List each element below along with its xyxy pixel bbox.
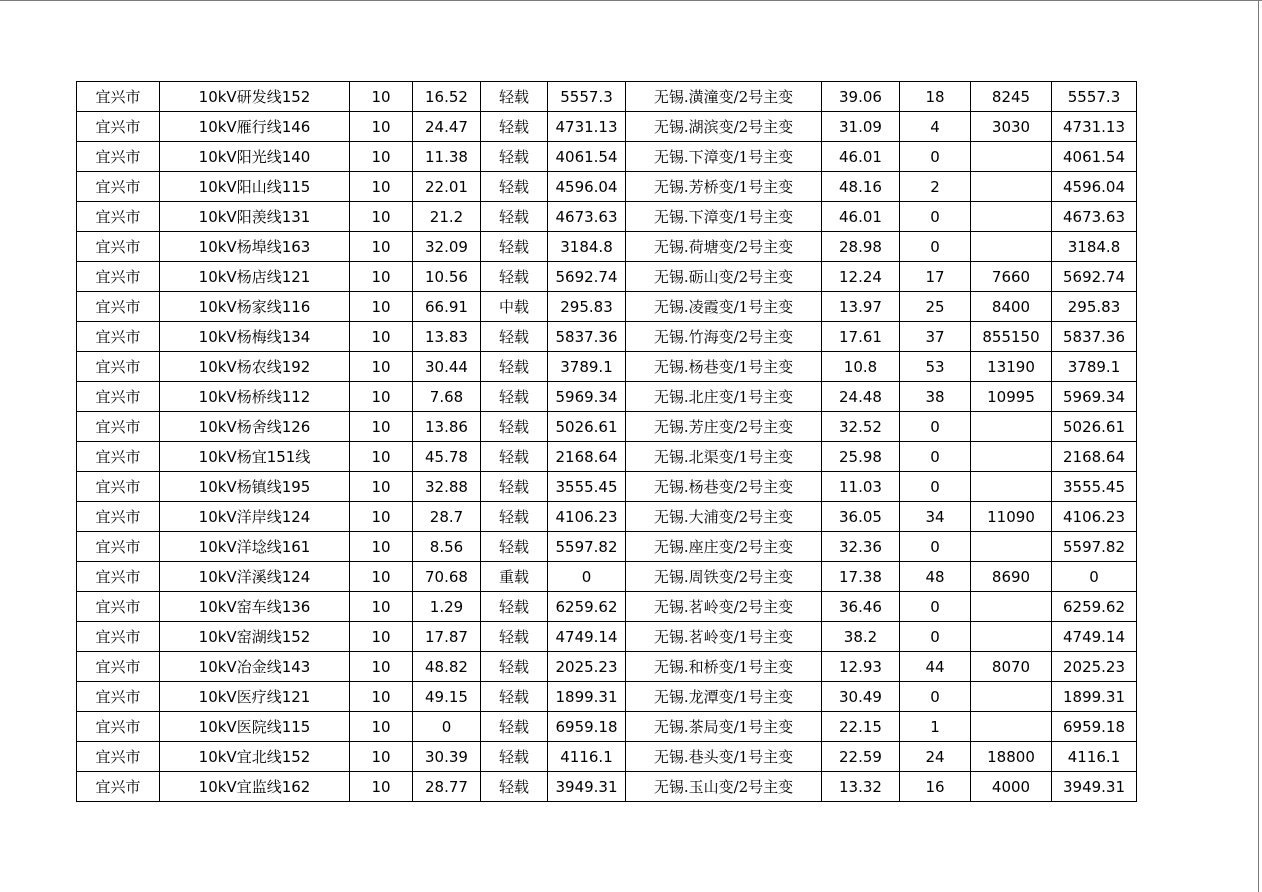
load-status-cell: 轻载	[481, 412, 548, 442]
table-row	[77, 712, 1137, 742]
city-cell: 宜兴市	[77, 292, 160, 322]
available-capacity-cell: 6959.18	[1052, 712, 1137, 742]
count-cell: 0	[900, 622, 971, 652]
count-cell: 37	[900, 322, 971, 352]
count-cell: 25	[900, 292, 971, 322]
amount-cell: 8400	[971, 292, 1052, 322]
table-row	[77, 322, 1137, 352]
load-rate-cell: 48.82	[413, 652, 481, 682]
amount-cell	[971, 712, 1052, 742]
load-rate-cell: 10.56	[413, 262, 481, 292]
available-capacity-cell: 1899.31	[1052, 682, 1137, 712]
transformer-rate-cell: 38.2	[822, 622, 900, 652]
load-status-cell: 轻载	[481, 532, 548, 562]
amount-cell	[971, 202, 1052, 232]
load-rate-cell: 21.2	[413, 202, 481, 232]
city-cell: 宜兴市	[77, 592, 160, 622]
line-name-cell: 10kV洋岸线124	[160, 502, 350, 532]
city-cell: 宜兴市	[77, 442, 160, 472]
line-name-cell: 10kV洋埝线161	[160, 532, 350, 562]
voltage-cell: 10	[350, 562, 413, 592]
table-row	[77, 292, 1137, 322]
substation-cell: 无锡.北渠变/1号主变	[626, 442, 822, 472]
available-capacity-cell: 2168.64	[1052, 442, 1137, 472]
amount-cell: 4000	[971, 772, 1052, 802]
load-status-cell: 轻载	[481, 322, 548, 352]
city-cell: 宜兴市	[77, 472, 160, 502]
available-capacity-cell: 5026.61	[1052, 412, 1137, 442]
load-rate-cell: 17.87	[413, 622, 481, 652]
table-row	[77, 562, 1137, 592]
transformer-rate-cell: 22.15	[822, 712, 900, 742]
city-cell: 宜兴市	[77, 652, 160, 682]
voltage-cell: 10	[350, 412, 413, 442]
capacity-cell: 3184.8	[548, 232, 626, 262]
amount-cell: 7660	[971, 262, 1052, 292]
amount-cell: 13190	[971, 352, 1052, 382]
available-capacity-cell: 4731.13	[1052, 112, 1137, 142]
count-cell: 34	[900, 502, 971, 532]
voltage-cell: 10	[350, 232, 413, 262]
line-name-cell: 10kV杨店线121	[160, 262, 350, 292]
amount-cell: 3030	[971, 112, 1052, 142]
table-row	[77, 652, 1137, 682]
voltage-cell: 10	[350, 292, 413, 322]
city-cell: 宜兴市	[77, 382, 160, 412]
count-cell: 4	[900, 112, 971, 142]
load-status-cell: 重载	[481, 562, 548, 592]
table-row	[77, 772, 1137, 802]
available-capacity-cell: 5969.34	[1052, 382, 1137, 412]
table-row	[77, 502, 1137, 532]
transformer-rate-cell: 17.38	[822, 562, 900, 592]
capacity-cell: 5837.36	[548, 322, 626, 352]
amount-cell	[971, 142, 1052, 172]
transformer-rate-cell: 12.24	[822, 262, 900, 292]
city-cell: 宜兴市	[77, 622, 160, 652]
amount-cell: 855150	[971, 322, 1052, 352]
voltage-cell: 10	[350, 262, 413, 292]
table-row	[77, 622, 1137, 652]
city-cell: 宜兴市	[77, 532, 160, 562]
load-rate-cell: 8.56	[413, 532, 481, 562]
available-capacity-cell: 295.83	[1052, 292, 1137, 322]
amount-cell: 8690	[971, 562, 1052, 592]
count-cell: 18	[900, 82, 971, 112]
voltage-cell: 10	[350, 82, 413, 112]
substation-cell: 无锡.座庄变/2号主变	[626, 532, 822, 562]
substation-cell: 无锡.周铁变/2号主变	[626, 562, 822, 592]
load-status-cell: 轻载	[481, 172, 548, 202]
count-cell: 0	[900, 142, 971, 172]
line-name-cell: 10kV阳羡线131	[160, 202, 350, 232]
capacity-cell: 1899.31	[548, 682, 626, 712]
available-capacity-cell: 5557.3	[1052, 82, 1137, 112]
capacity-cell: 4596.04	[548, 172, 626, 202]
city-cell: 宜兴市	[77, 352, 160, 382]
transformer-rate-cell: 39.06	[822, 82, 900, 112]
substation-cell: 无锡.茗岭变/1号主变	[626, 622, 822, 652]
table-row	[77, 112, 1137, 142]
count-cell: 0	[900, 532, 971, 562]
available-capacity-cell: 0	[1052, 562, 1137, 592]
feeder-load-table	[76, 81, 1137, 802]
table-body	[77, 82, 1137, 802]
substation-cell: 无锡.北庄变/1号主变	[626, 382, 822, 412]
transformer-rate-cell: 46.01	[822, 142, 900, 172]
voltage-cell: 10	[350, 502, 413, 532]
transformer-rate-cell: 24.48	[822, 382, 900, 412]
amount-cell: 11090	[971, 502, 1052, 532]
count-cell: 0	[900, 442, 971, 472]
load-status-cell: 轻载	[481, 592, 548, 622]
substation-cell: 无锡.杨巷变/1号主变	[626, 352, 822, 382]
substation-cell: 无锡.大浦变/2号主变	[626, 502, 822, 532]
load-rate-cell: 0	[413, 712, 481, 742]
substation-cell: 无锡.杨巷变/2号主变	[626, 472, 822, 502]
transformer-rate-cell: 32.36	[822, 532, 900, 562]
count-cell: 0	[900, 592, 971, 622]
page-edge-right	[1258, 0, 1259, 892]
city-cell: 宜兴市	[77, 712, 160, 742]
available-capacity-cell: 4673.63	[1052, 202, 1137, 232]
capacity-cell: 5026.61	[548, 412, 626, 442]
table-row	[77, 472, 1137, 502]
transformer-rate-cell: 11.03	[822, 472, 900, 502]
amount-cell	[971, 172, 1052, 202]
amount-cell	[971, 232, 1052, 262]
load-status-cell: 轻载	[481, 82, 548, 112]
load-rate-cell: 13.83	[413, 322, 481, 352]
available-capacity-cell: 5597.82	[1052, 532, 1137, 562]
substation-cell: 无锡.潢潼变/2号主变	[626, 82, 822, 112]
voltage-cell: 10	[350, 682, 413, 712]
table-row	[77, 142, 1137, 172]
substation-cell: 无锡.下漳变/1号主变	[626, 202, 822, 232]
count-cell: 48	[900, 562, 971, 592]
load-status-cell: 轻载	[481, 442, 548, 472]
line-name-cell: 10kV医疗线121	[160, 682, 350, 712]
table-row	[77, 232, 1137, 262]
city-cell: 宜兴市	[77, 82, 160, 112]
line-name-cell: 10kV杨农线192	[160, 352, 350, 382]
substation-cell: 无锡.巷头变/1号主变	[626, 742, 822, 772]
capacity-cell: 4116.1	[548, 742, 626, 772]
load-status-cell: 轻载	[481, 652, 548, 682]
count-cell: 0	[900, 232, 971, 262]
capacity-cell: 5969.34	[548, 382, 626, 412]
table-row	[77, 382, 1137, 412]
amount-cell: 10995	[971, 382, 1052, 412]
available-capacity-cell: 4116.1	[1052, 742, 1137, 772]
load-status-cell: 轻载	[481, 202, 548, 232]
load-rate-cell: 22.01	[413, 172, 481, 202]
capacity-cell: 0	[548, 562, 626, 592]
load-rate-cell: 16.52	[413, 82, 481, 112]
transformer-rate-cell: 28.98	[822, 232, 900, 262]
amount-cell	[971, 442, 1052, 472]
capacity-cell: 4731.13	[548, 112, 626, 142]
count-cell: 2	[900, 172, 971, 202]
voltage-cell: 10	[350, 442, 413, 472]
city-cell: 宜兴市	[77, 742, 160, 772]
count-cell: 53	[900, 352, 971, 382]
load-status-cell: 轻载	[481, 622, 548, 652]
line-name-cell: 10kV宜监线162	[160, 772, 350, 802]
load-rate-cell: 7.68	[413, 382, 481, 412]
city-cell: 宜兴市	[77, 112, 160, 142]
load-rate-cell: 24.47	[413, 112, 481, 142]
capacity-cell: 5597.82	[548, 532, 626, 562]
line-name-cell: 10kV阳山线115	[160, 172, 350, 202]
load-status-cell: 轻载	[481, 502, 548, 532]
line-name-cell: 10kV研发线152	[160, 82, 350, 112]
available-capacity-cell: 3949.31	[1052, 772, 1137, 802]
amount-cell	[971, 592, 1052, 622]
line-name-cell: 10kV杨桥线112	[160, 382, 350, 412]
transformer-rate-cell: 13.32	[822, 772, 900, 802]
load-rate-cell: 28.7	[413, 502, 481, 532]
line-name-cell: 10kV杨家线116	[160, 292, 350, 322]
capacity-cell: 5692.74	[548, 262, 626, 292]
capacity-cell: 6259.62	[548, 592, 626, 622]
count-cell: 0	[900, 412, 971, 442]
available-capacity-cell: 3555.45	[1052, 472, 1137, 502]
city-cell: 宜兴市	[77, 142, 160, 172]
voltage-cell: 10	[350, 172, 413, 202]
transformer-rate-cell: 32.52	[822, 412, 900, 442]
voltage-cell: 10	[350, 592, 413, 622]
load-status-cell: 轻载	[481, 472, 548, 502]
count-cell: 1	[900, 712, 971, 742]
city-cell: 宜兴市	[77, 772, 160, 802]
voltage-cell: 10	[350, 382, 413, 412]
load-rate-cell: 1.29	[413, 592, 481, 622]
load-rate-cell: 32.09	[413, 232, 481, 262]
capacity-cell: 4106.23	[548, 502, 626, 532]
substation-cell: 无锡.凌霞变/1号主变	[626, 292, 822, 322]
substation-cell: 无锡.荷塘变/2号主变	[626, 232, 822, 262]
count-cell: 16	[900, 772, 971, 802]
available-capacity-cell: 5837.36	[1052, 322, 1137, 352]
amount-cell	[971, 472, 1052, 502]
load-rate-cell: 32.88	[413, 472, 481, 502]
voltage-cell: 10	[350, 112, 413, 142]
city-cell: 宜兴市	[77, 562, 160, 592]
line-name-cell: 10kV医院线115	[160, 712, 350, 742]
transformer-rate-cell: 17.61	[822, 322, 900, 352]
capacity-cell: 295.83	[548, 292, 626, 322]
page-edge-top	[0, 0, 1262, 1]
voltage-cell: 10	[350, 352, 413, 382]
city-cell: 宜兴市	[77, 682, 160, 712]
transformer-rate-cell: 36.05	[822, 502, 900, 532]
city-cell: 宜兴市	[77, 232, 160, 262]
load-status-cell: 轻载	[481, 742, 548, 772]
available-capacity-cell: 3184.8	[1052, 232, 1137, 262]
available-capacity-cell: 4749.14	[1052, 622, 1137, 652]
line-name-cell: 10kV雁行线146	[160, 112, 350, 142]
count-cell: 0	[900, 202, 971, 232]
table-row	[77, 532, 1137, 562]
voltage-cell: 10	[350, 772, 413, 802]
line-name-cell: 10kV杨宜151线	[160, 442, 350, 472]
available-capacity-cell: 4596.04	[1052, 172, 1137, 202]
substation-cell: 无锡.湖滨变/2号主变	[626, 112, 822, 142]
load-rate-cell: 28.77	[413, 772, 481, 802]
voltage-cell: 10	[350, 142, 413, 172]
table-row	[77, 352, 1137, 382]
amount-cell: 18800	[971, 742, 1052, 772]
voltage-cell: 10	[350, 742, 413, 772]
voltage-cell: 10	[350, 472, 413, 502]
count-cell: 0	[900, 472, 971, 502]
load-status-cell: 轻载	[481, 682, 548, 712]
capacity-cell: 6959.18	[548, 712, 626, 742]
count-cell: 44	[900, 652, 971, 682]
line-name-cell: 10kV宜北线152	[160, 742, 350, 772]
amount-cell	[971, 412, 1052, 442]
available-capacity-cell: 2025.23	[1052, 652, 1137, 682]
capacity-cell: 3949.31	[548, 772, 626, 802]
line-name-cell: 10kV窑湖线152	[160, 622, 350, 652]
substation-cell: 无锡.茗岭变/2号主变	[626, 592, 822, 622]
transformer-rate-cell: 12.93	[822, 652, 900, 682]
load-status-cell: 轻载	[481, 712, 548, 742]
substation-cell: 无锡.玉山变/2号主变	[626, 772, 822, 802]
capacity-cell: 3555.45	[548, 472, 626, 502]
load-rate-cell: 49.15	[413, 682, 481, 712]
line-name-cell: 10kV冶金线143	[160, 652, 350, 682]
count-cell: 38	[900, 382, 971, 412]
voltage-cell: 10	[350, 202, 413, 232]
amount-cell	[971, 682, 1052, 712]
city-cell: 宜兴市	[77, 172, 160, 202]
substation-cell: 无锡.芳桥变/1号主变	[626, 172, 822, 202]
load-rate-cell: 70.68	[413, 562, 481, 592]
transformer-rate-cell: 25.98	[822, 442, 900, 472]
count-cell: 0	[900, 682, 971, 712]
substation-cell: 无锡.芳庄变/2号主变	[626, 412, 822, 442]
city-cell: 宜兴市	[77, 262, 160, 292]
transformer-rate-cell: 13.97	[822, 292, 900, 322]
substation-cell: 无锡.和桥变/1号主变	[626, 652, 822, 682]
load-rate-cell: 45.78	[413, 442, 481, 472]
voltage-cell: 10	[350, 322, 413, 352]
capacity-cell: 3789.1	[548, 352, 626, 382]
load-rate-cell: 30.39	[413, 742, 481, 772]
line-name-cell: 10kV杨镇线195	[160, 472, 350, 502]
table-row	[77, 202, 1137, 232]
line-name-cell: 10kV洋溪线124	[160, 562, 350, 592]
amount-cell: 8070	[971, 652, 1052, 682]
amount-cell: 8245	[971, 82, 1052, 112]
transformer-rate-cell: 46.01	[822, 202, 900, 232]
line-name-cell: 10kV窑车线136	[160, 592, 350, 622]
transformer-rate-cell: 30.49	[822, 682, 900, 712]
capacity-cell: 4673.63	[548, 202, 626, 232]
load-rate-cell: 13.86	[413, 412, 481, 442]
capacity-cell: 5557.3	[548, 82, 626, 112]
city-cell: 宜兴市	[77, 322, 160, 352]
transformer-rate-cell: 48.16	[822, 172, 900, 202]
capacity-cell: 2168.64	[548, 442, 626, 472]
voltage-cell: 10	[350, 622, 413, 652]
capacity-cell: 4061.54	[548, 142, 626, 172]
load-status-cell: 中载	[481, 292, 548, 322]
amount-cell	[971, 532, 1052, 562]
load-status-cell: 轻载	[481, 382, 548, 412]
line-name-cell: 10kV杨埠线163	[160, 232, 350, 262]
capacity-cell: 2025.23	[548, 652, 626, 682]
line-name-cell: 10kV阳光线140	[160, 142, 350, 172]
city-cell: 宜兴市	[77, 412, 160, 442]
load-rate-cell: 66.91	[413, 292, 481, 322]
transformer-rate-cell: 10.8	[822, 352, 900, 382]
table-row	[77, 592, 1137, 622]
available-capacity-cell: 5692.74	[1052, 262, 1137, 292]
substation-cell: 无锡.下漳变/1号主变	[626, 142, 822, 172]
available-capacity-cell: 3789.1	[1052, 352, 1137, 382]
table-row	[77, 262, 1137, 292]
city-cell: 宜兴市	[77, 202, 160, 232]
load-status-cell: 轻载	[481, 352, 548, 382]
load-status-cell: 轻载	[481, 232, 548, 262]
table-row	[77, 682, 1137, 712]
load-status-cell: 轻载	[481, 112, 548, 142]
available-capacity-cell: 4106.23	[1052, 502, 1137, 532]
substation-cell: 无锡.龙潭变/1号主变	[626, 682, 822, 712]
substation-cell: 无锡.砺山变/2号主变	[626, 262, 822, 292]
load-rate-cell: 30.44	[413, 352, 481, 382]
available-capacity-cell: 6259.62	[1052, 592, 1137, 622]
load-status-cell: 轻载	[481, 262, 548, 292]
table-row	[77, 172, 1137, 202]
table-row	[77, 742, 1137, 772]
transformer-rate-cell: 31.09	[822, 112, 900, 142]
capacity-cell: 4749.14	[548, 622, 626, 652]
line-name-cell: 10kV杨梅线134	[160, 322, 350, 352]
load-status-cell: 轻载	[481, 142, 548, 172]
count-cell: 17	[900, 262, 971, 292]
load-rate-cell: 11.38	[413, 142, 481, 172]
table-row	[77, 82, 1137, 112]
load-status-cell: 轻载	[481, 772, 548, 802]
substation-cell: 无锡.茶局变/1号主变	[626, 712, 822, 742]
voltage-cell: 10	[350, 652, 413, 682]
line-name-cell: 10kV杨舍线126	[160, 412, 350, 442]
city-cell: 宜兴市	[77, 502, 160, 532]
transformer-rate-cell: 22.59	[822, 742, 900, 772]
table-row	[77, 412, 1137, 442]
voltage-cell: 10	[350, 712, 413, 742]
voltage-cell: 10	[350, 532, 413, 562]
transformer-rate-cell: 36.46	[822, 592, 900, 622]
available-capacity-cell: 4061.54	[1052, 142, 1137, 172]
substation-cell: 无锡.竹海变/2号主变	[626, 322, 822, 352]
amount-cell	[971, 622, 1052, 652]
table-row	[77, 442, 1137, 472]
count-cell: 24	[900, 742, 971, 772]
